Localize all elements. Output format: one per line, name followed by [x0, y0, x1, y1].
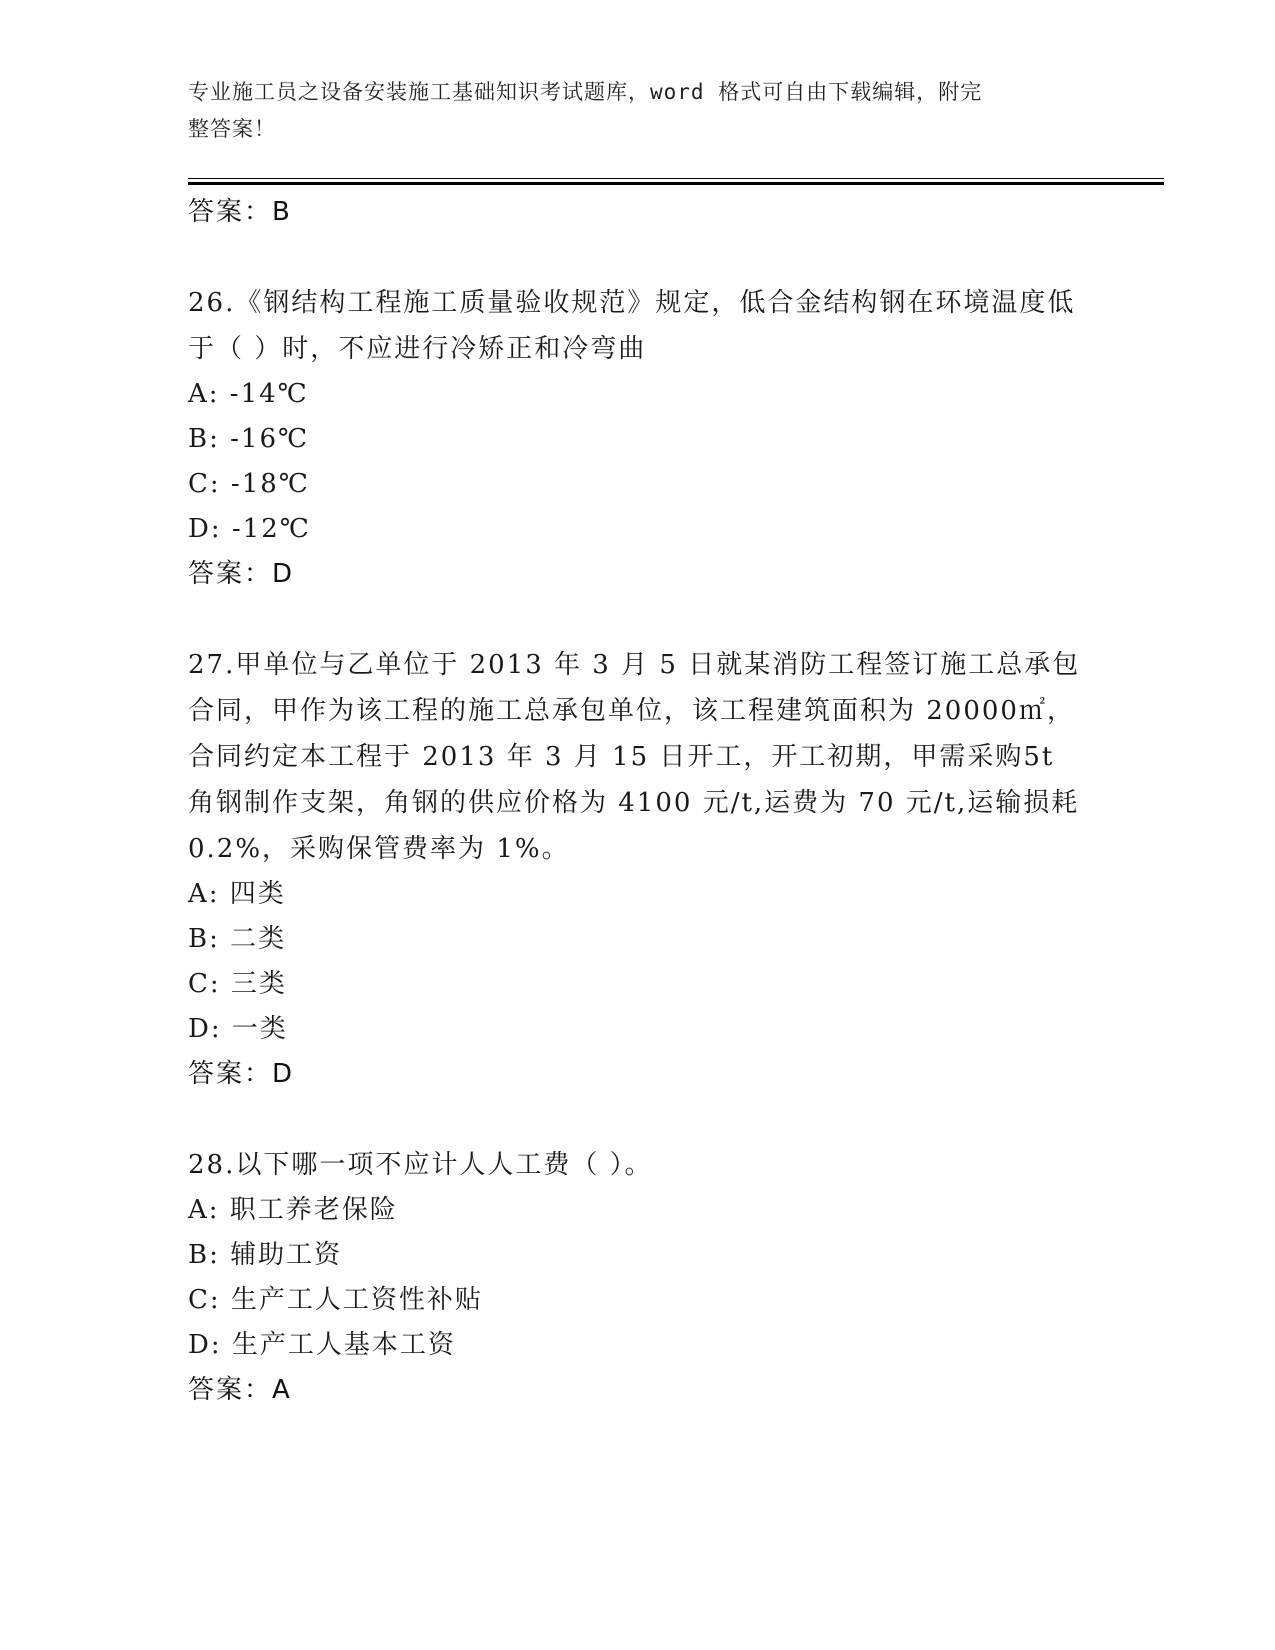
option-a: A: 四类: [188, 879, 286, 909]
option-a: A: -14℃: [188, 379, 309, 409]
option-d: D: 生产工人基本工资: [188, 1330, 456, 1360]
option-a: A: 职工养老保险: [188, 1195, 398, 1225]
option-d: D: 一类: [188, 1014, 288, 1044]
option-d: D: -12℃: [188, 514, 311, 544]
header-rule-thin: [188, 178, 1164, 179]
header-line-1: 专业施工员之设备安装施工基础知识考试题库，word 格式可自由下载编辑，附完: [188, 80, 983, 104]
previous-answer: 答案：B: [188, 197, 292, 227]
question-text: 28.以下哪一项不应计人人工费（ ）。: [188, 1150, 653, 1180]
option-c: C: -18℃: [188, 469, 310, 499]
header-line-2: 整答案！: [188, 117, 276, 141]
option-c: C: 生产工人工资性补贴: [188, 1285, 483, 1315]
option-b: B: -16℃: [188, 424, 310, 454]
question-block: [188, 1142, 1088, 1412]
question-text: 27.甲单位与乙单位于 2013 年 3 月 5 日就某消防工程签订施工总承包合同，甲作为该工程的施工总承包单位，该工程建筑面积为 20000㎡，合同约定本工程于 2013 年 3 月 15 日开工，开工初期，甲需采购5t 角钢制作支架，角钢的供应价格为 4100 元/t,运费为 70 元/t,运输损耗0.2%，采购保管费率为 1%。: [188, 650, 1081, 864]
option-c: C: 三类: [188, 969, 287, 999]
option-b: B: 辅助工资: [188, 1240, 343, 1270]
answer-line: 答案：A: [188, 1375, 292, 1405]
answer-line: 答案：D: [188, 1059, 295, 1089]
question-block: [188, 642, 1088, 1096]
answer-line: 答案：D: [188, 559, 295, 589]
header-rule-thick: [188, 182, 1164, 185]
question-list: [188, 190, 1088, 1412]
question-block: [188, 280, 1088, 596]
page-header: [188, 74, 1068, 148]
question-text: 26.《钢结构工程施工质量验收规范》规定，低合金结构钢在环境温度低于（ ）时，不应进行冷矫正和冷弯曲: [188, 288, 1076, 364]
option-b: B: 二类: [188, 924, 287, 954]
